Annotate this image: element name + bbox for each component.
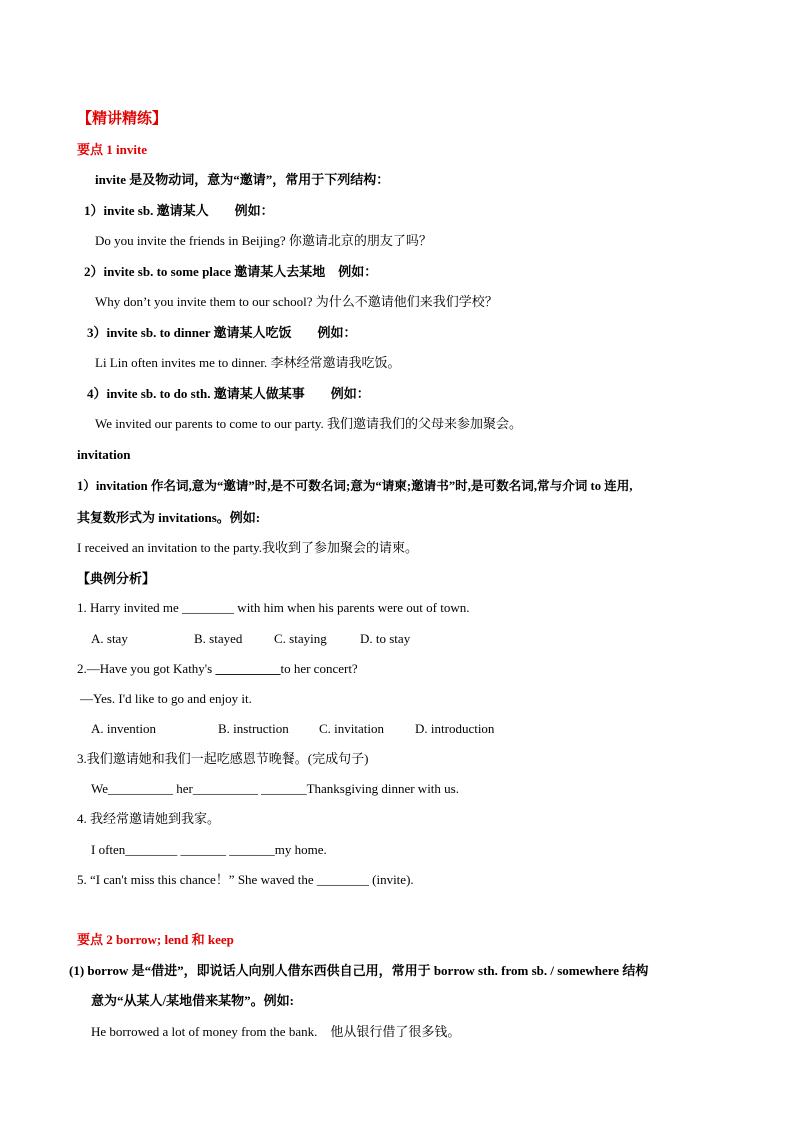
borrow-example: He borrowed a lot of money from the bank. 他从银行借了很多钱。: [91, 1024, 461, 1039]
question-2-stem-pre: 2.—Have you got Kathy's: [77, 661, 216, 676]
question-2-option-d: D. introduction: [415, 721, 495, 736]
question-4-answer-line: I often________ _______ _______my home.: [91, 842, 327, 857]
point-1-intro: invite 是及物动词，意为“邀请”，常用于下列结构：: [95, 172, 390, 187]
point-2-heading-he: 和: [191, 932, 205, 947]
question-1-option-a: A. stay: [91, 631, 128, 646]
question-1-option-c: C. staying: [274, 631, 327, 646]
structure-1-label: 1）invite sb. 邀请某人 例如：: [84, 203, 274, 218]
borrow-rule-line-1: (1) borrow 是“借进”，即说话人向别人借东西供自己用，常用于 borrow sth. from sb. / somewhere 结构: [69, 963, 649, 978]
structure-3-label: 3）invite sb. to dinner 邀请某人吃饭 例如：: [87, 325, 357, 340]
question-2-option-b: B. instruction: [218, 721, 289, 736]
structure-1-example: Do you invite the friends in Beijing? 你邀请北京的朋友了吗？: [95, 233, 432, 248]
question-5-stem: 5. “I can't miss this chance！” She waved the ________ (invite).: [77, 872, 414, 887]
structure-2-example: Why don’t you invite them to our school? 为什么不邀请他们来我们学校？: [95, 294, 498, 309]
question-1-stem: 1. Harry invited me ________ with him when his parents were out of town.: [77, 600, 470, 615]
question-2-stem: [77, 660, 358, 678]
invitation-rule-line-1: 1）invitation 作名词,意为“邀请”时,是不可数名词;意为“请柬;邀请书”时,是可数名词,常与介词 to 连用,: [77, 479, 633, 493]
structure-2-label: 2）invite sb. to some place 邀请某人去某地 例如：: [84, 264, 378, 279]
question-1-option-b: B. stayed: [194, 631, 243, 646]
structure-3-example: Li Lin often invites me to dinner. 李林经常邀请我吃饭。: [95, 355, 401, 370]
point-2-heading: [77, 931, 234, 949]
structure-4-label: 4）invite sb. to do sth. 邀请某人做某事 例如：: [87, 386, 370, 401]
question-2-option-a: A. invention: [91, 721, 156, 736]
examples-heading: 【典例分析】: [77, 571, 156, 586]
question-3-stem: 3.我们邀请她和我们一起吃感恩节晚餐。(完成句子): [77, 751, 369, 766]
question-2-blank: __________: [215, 661, 281, 676]
invitation-heading: invitation: [77, 447, 131, 462]
question-2-option-c: C. invitation: [319, 721, 384, 736]
question-2-reply: —Yes. I'd like to go and enjoy it.: [80, 691, 252, 706]
invitation-rule-line-2: 其复数形式为 invitations。例如:: [77, 510, 261, 525]
invitation-example: I received an invitation to the party.我收到了参加聚会的请柬。: [77, 540, 419, 555]
borrow-rule-line-2: 意为“从某人/某地借来某物”。例如:: [91, 993, 294, 1008]
question-1-option-d: D. to stay: [360, 631, 411, 646]
question-4-stem: 4. 我经常邀请她到我家。: [77, 811, 221, 826]
point-1-heading: 要点 1 invite: [77, 142, 148, 157]
section-title: 【精讲精练】: [77, 111, 168, 127]
structure-4-example: We invited our parents to come to our party. 我们邀请我们的父母来参加聚会。: [95, 416, 523, 431]
question-3-answer-line: We__________ her__________ _______Thanksgiving dinner with us.: [91, 781, 459, 796]
point-2-heading-suffix: keep: [204, 932, 234, 947]
question-2-stem-post: to her concert?: [280, 661, 358, 676]
point-2-heading-prefix: 要点 2 borrow; lend: [77, 932, 192, 947]
